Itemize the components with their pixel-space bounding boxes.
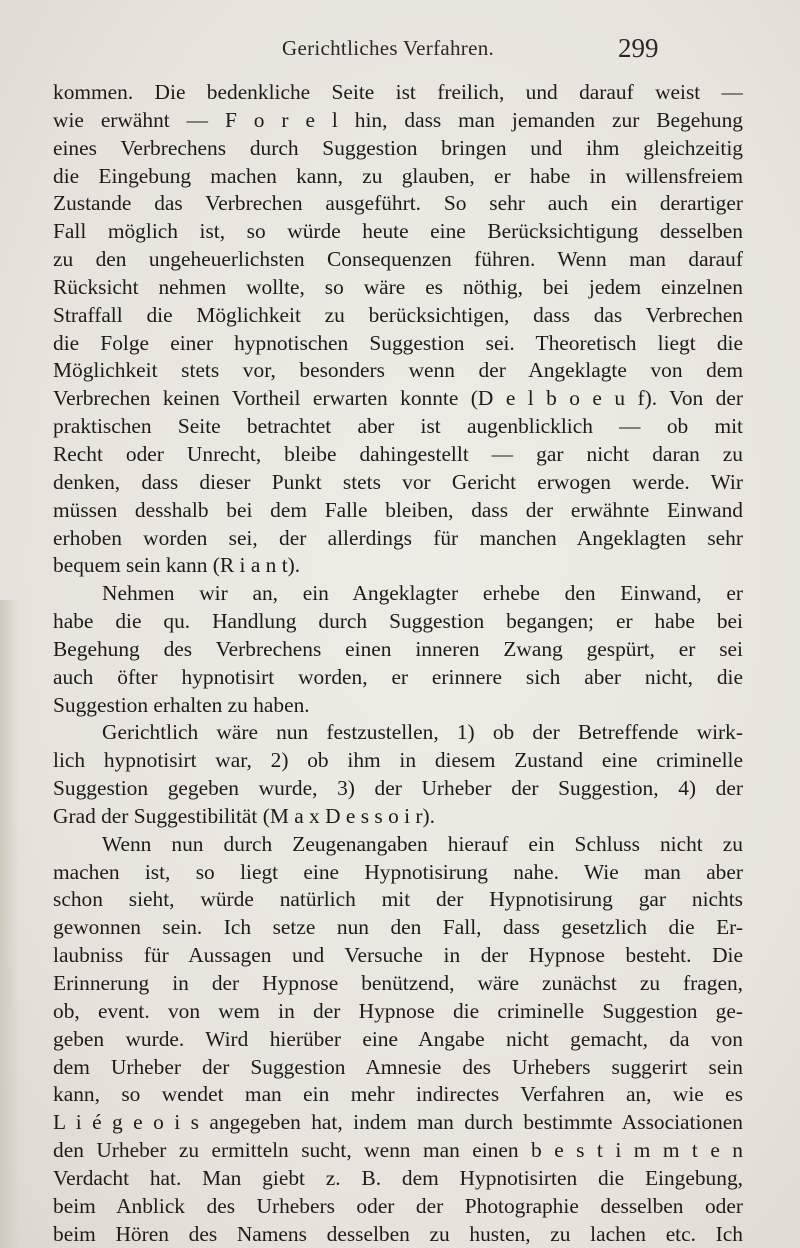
text-line: laubniss für Aussagen und Versuche in der Hypnose besteht. Die (53, 943, 743, 968)
text-line: lich hypnotisirt war, 2) ob ihm in diesem Zustand eine criminelle (53, 748, 743, 773)
text-line: denken, dass dieser Punkt stets vor Gericht erwogen werde. Wir (53, 469, 743, 494)
text-line: auch öfter hypnotisirt worden, er erinnere sich aber nicht, die (53, 664, 743, 689)
text-line: den Urheber zu ermitteln sucht, wenn man einen b e s t i m m t e n (53, 1138, 743, 1163)
text-line: Grad der Suggestibilität (M a x D e s s o i r). (53, 803, 435, 828)
text-line: machen ist, so liegt eine Hypnotisirung nahe. Wie man aber (53, 859, 743, 884)
text-line: schon sieht, würde natürlich mit der Hypnotisirung gar nichts (53, 887, 743, 912)
running-head: Gerichtliches Verfahren. (282, 36, 495, 60)
text-line: gewonnen sein. Ich setze nun den Fall, dass gesetzlich die Er- (53, 915, 743, 940)
text-line: zu den ungeheuerlichsten Consequenzen führen. Wenn man darauf (53, 247, 743, 272)
text-line: bequem sein kann (R i a n t). (53, 553, 301, 578)
text-line: L i é g e o i s angegeben hat, indem man durch bestimmte Associationen (53, 1110, 743, 1135)
text-line: dem Urheber der Suggestion Amnesie des Urhebers suggerirt sein (53, 1054, 743, 1079)
text-line: Fall möglich ist, so würde heute eine Berücksichtigung desselben (53, 219, 743, 244)
text-line: Begehung des Verbrechens einen inneren Zwang gespürt, er sei (53, 636, 743, 661)
text-line: Rücksicht nehmen wollte, so wäre es nöthig, bei jedem einzelnen (53, 274, 743, 299)
text-line: erhoben worden sei, der allerdings für manchen Angeklagten sehr (53, 525, 743, 550)
text-line: praktischen Seite betrachtet aber ist augenblicklich — ob mit (53, 414, 743, 439)
body-text (53, 79, 743, 1248)
text-line: müssen desshalb bei dem Falle bleiben, dass der erwähnte Einwand (53, 497, 743, 522)
text-line: kann, so wendet man ein mehr indirectes Verfahren an, wie es (53, 1082, 743, 1107)
text-line: die Eingebung machen kann, zu glauben, er habe in willensfreiem (53, 163, 743, 188)
text-line: Suggestion erhalten zu haben. (53, 692, 310, 717)
page-header (0, 33, 800, 66)
text-line: beim Anblick des Urhebers oder der Photographie desselben oder (53, 1193, 743, 1218)
text-line: die Folge einer hypnotischen Suggestion sei. Theoretisch liegt die (53, 330, 743, 355)
text-line: eines Verbrechens durch Suggestion bringen und ihm gleichzeitig (53, 135, 743, 160)
text-line: Verdacht hat. Man giebt z. B. dem Hypnotisirten die Eingebung, (53, 1165, 743, 1190)
text-line: Zustande das Verbrechen ausgeführt. So sehr auch ein derartiger (53, 191, 743, 216)
text-line: Wenn nun durch Zeugenangaben hierauf ein Schluss nicht zu (102, 831, 743, 856)
text-line: kommen. Die bedenkliche Seite ist freilich, und darauf weist — (53, 80, 743, 104)
text-line: Erinnerung in der Hypnose benützend, wäre zunächst zu fragen, (53, 971, 743, 995)
text-line: geben wurde. Wird hierüber eine Angabe nicht gemacht, da von (53, 1026, 743, 1051)
text-line: Suggestion gegeben wurde, 3) der Urheber der Suggestion, 4) der (53, 776, 743, 801)
text-line: ob, event. von wem in der Hypnose die criminelle Suggestion ge- (53, 998, 743, 1023)
text-line: wie erwähnt — F o r e l hin, dass man jemanden zur Begehung (53, 107, 743, 132)
page-edge-shadow (0, 600, 20, 1248)
page-number: 299 (618, 33, 659, 63)
text-line: Gerichtlich wäre nun festzustellen, 1) ob der Betreffende wirk- (102, 720, 743, 745)
text-line: Straffall die Möglichkeit zu berücksichtigen, dass das Verbrechen (53, 302, 743, 327)
text-line: Recht oder Unrecht, bleibe dahingestellt — gar nicht daran zu (53, 441, 743, 466)
text-line: beim Hören des Namens desselben zu husten, zu lachen etc. Ich (53, 1221, 743, 1246)
text-line: Möglichkeit stets vor, besonders wenn der Angeklagte von dem (53, 358, 743, 383)
text-line: Nehmen wir an, ein Angeklagter erhebe den Einwand, er (102, 581, 743, 606)
text-line: habe die qu. Handlung durch Suggestion begangen; er habe bei (53, 609, 743, 634)
text-line: Verbrechen keinen Vortheil erwarten konnte (D e l b o e u f). Von der (53, 386, 743, 411)
